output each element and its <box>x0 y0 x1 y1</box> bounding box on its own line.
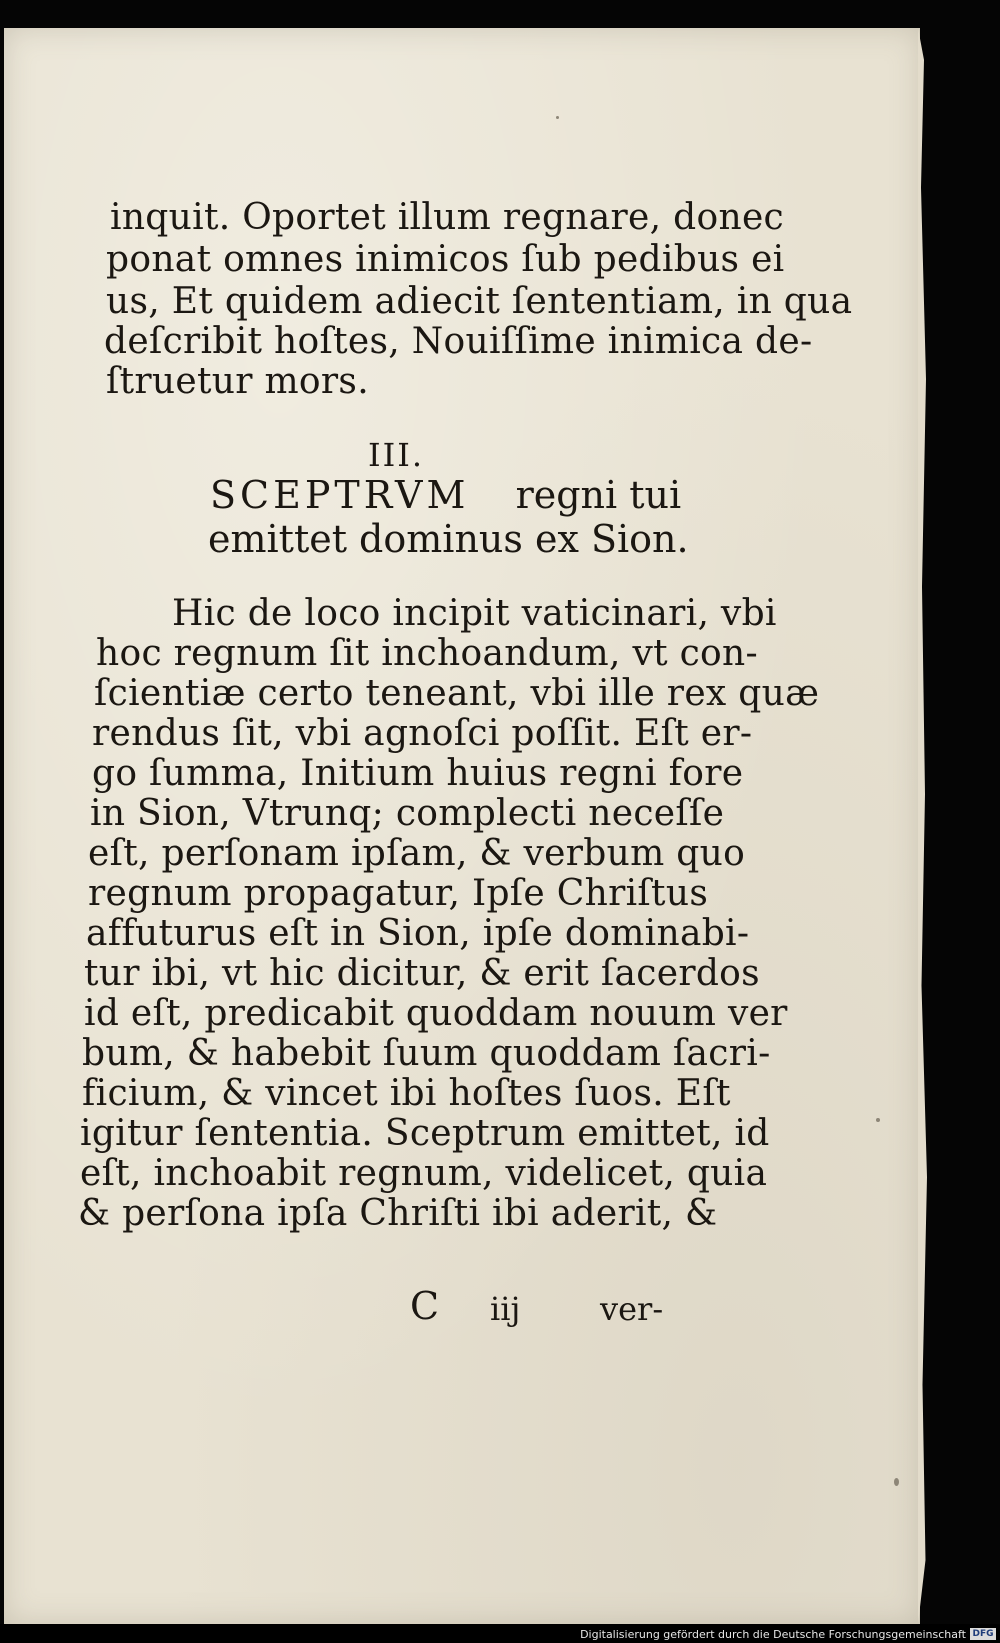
commentary-line-15: eſt, inchoabit regnum, videlicet, quia <box>80 1153 768 1194</box>
commentary-line-10: tur ibi, vt hic dicitur, & erit ſacerdos <box>84 953 760 994</box>
commentary-line-1: Hic de loco incipit vaticinari, vbi <box>172 593 777 634</box>
commentary-line-2: hoc regnum ſit inchoandum, vt con- <box>96 633 758 674</box>
commentary-line-4: rendus ſit, vbi agnoſci poſſit. Eſt er- <box>92 713 753 754</box>
commentary-line-12: bum, & habebit ſuum quoddam ſacri- <box>82 1033 771 1074</box>
commentary-line-9: affuturus eſt in Sion, ipſe dominabi- <box>86 913 750 954</box>
paper-speck <box>556 116 559 119</box>
opening-line-3: us, Et quidem adiecit ſententiam, in qua <box>106 281 853 322</box>
paper-speck <box>894 1478 899 1486</box>
commentary-line-8: regnum propagatur, Ipſe Chriſtus <box>88 873 709 914</box>
commentary-line-11: id eſt, predicabit quoddam nouum ver <box>84 993 788 1034</box>
digitization-footer <box>0 1624 1000 1643</box>
opening-line-2: ponat omnes inimicos ſub pedibus ei <box>106 239 785 280</box>
commentary-line-6: in Sion, Vtrunq; complecti neceſſe <box>90 793 725 834</box>
verse-line-2: emittet dominus ex Sion. <box>208 517 689 561</box>
commentary-line-7: eſt, perſonam ipſam, & verbum quo <box>88 833 746 874</box>
paper-speck <box>876 1118 880 1122</box>
verse-line-1 <box>210 473 682 517</box>
signature-letter: C <box>410 1284 440 1328</box>
verse-capitals: SCEPTRVM <box>210 473 470 517</box>
commentary-line-13: ficium, & vincet ibi hoſtes ſuos. Eſt <box>82 1073 731 1114</box>
digitization-credit: Digitalisierung gefördert durch die Deutsche Forschungsgemeinschaft <box>580 1628 966 1641</box>
commentary-line-3: ſcientiæ certo teneant, vbi ille rex quæ <box>94 673 820 714</box>
opening-line-4: deſcribit hoſtes, Nouiſſime inimica de- <box>104 321 813 362</box>
section-number: III. <box>368 436 425 474</box>
signature-number: iij <box>490 1290 521 1328</box>
opening-line-1: inquit. Oportet illum regnare, donec <box>110 197 785 238</box>
verse-line-1-rest: regni tui <box>515 473 682 517</box>
commentary-line-5: go ſumma, Initium huius regni fore <box>92 753 744 794</box>
book-page <box>4 28 920 1624</box>
commentary-line-14: igitur ſententia. Sceptrum emittet, id <box>80 1113 770 1154</box>
dfg-logo-icon: DFG <box>970 1628 996 1640</box>
catchword: ver- <box>600 1290 664 1328</box>
commentary-line-16: & perſona ipſa Chriſti ibi aderit, & <box>78 1193 718 1234</box>
opening-line-5: ſtruetur mors. <box>106 361 369 402</box>
